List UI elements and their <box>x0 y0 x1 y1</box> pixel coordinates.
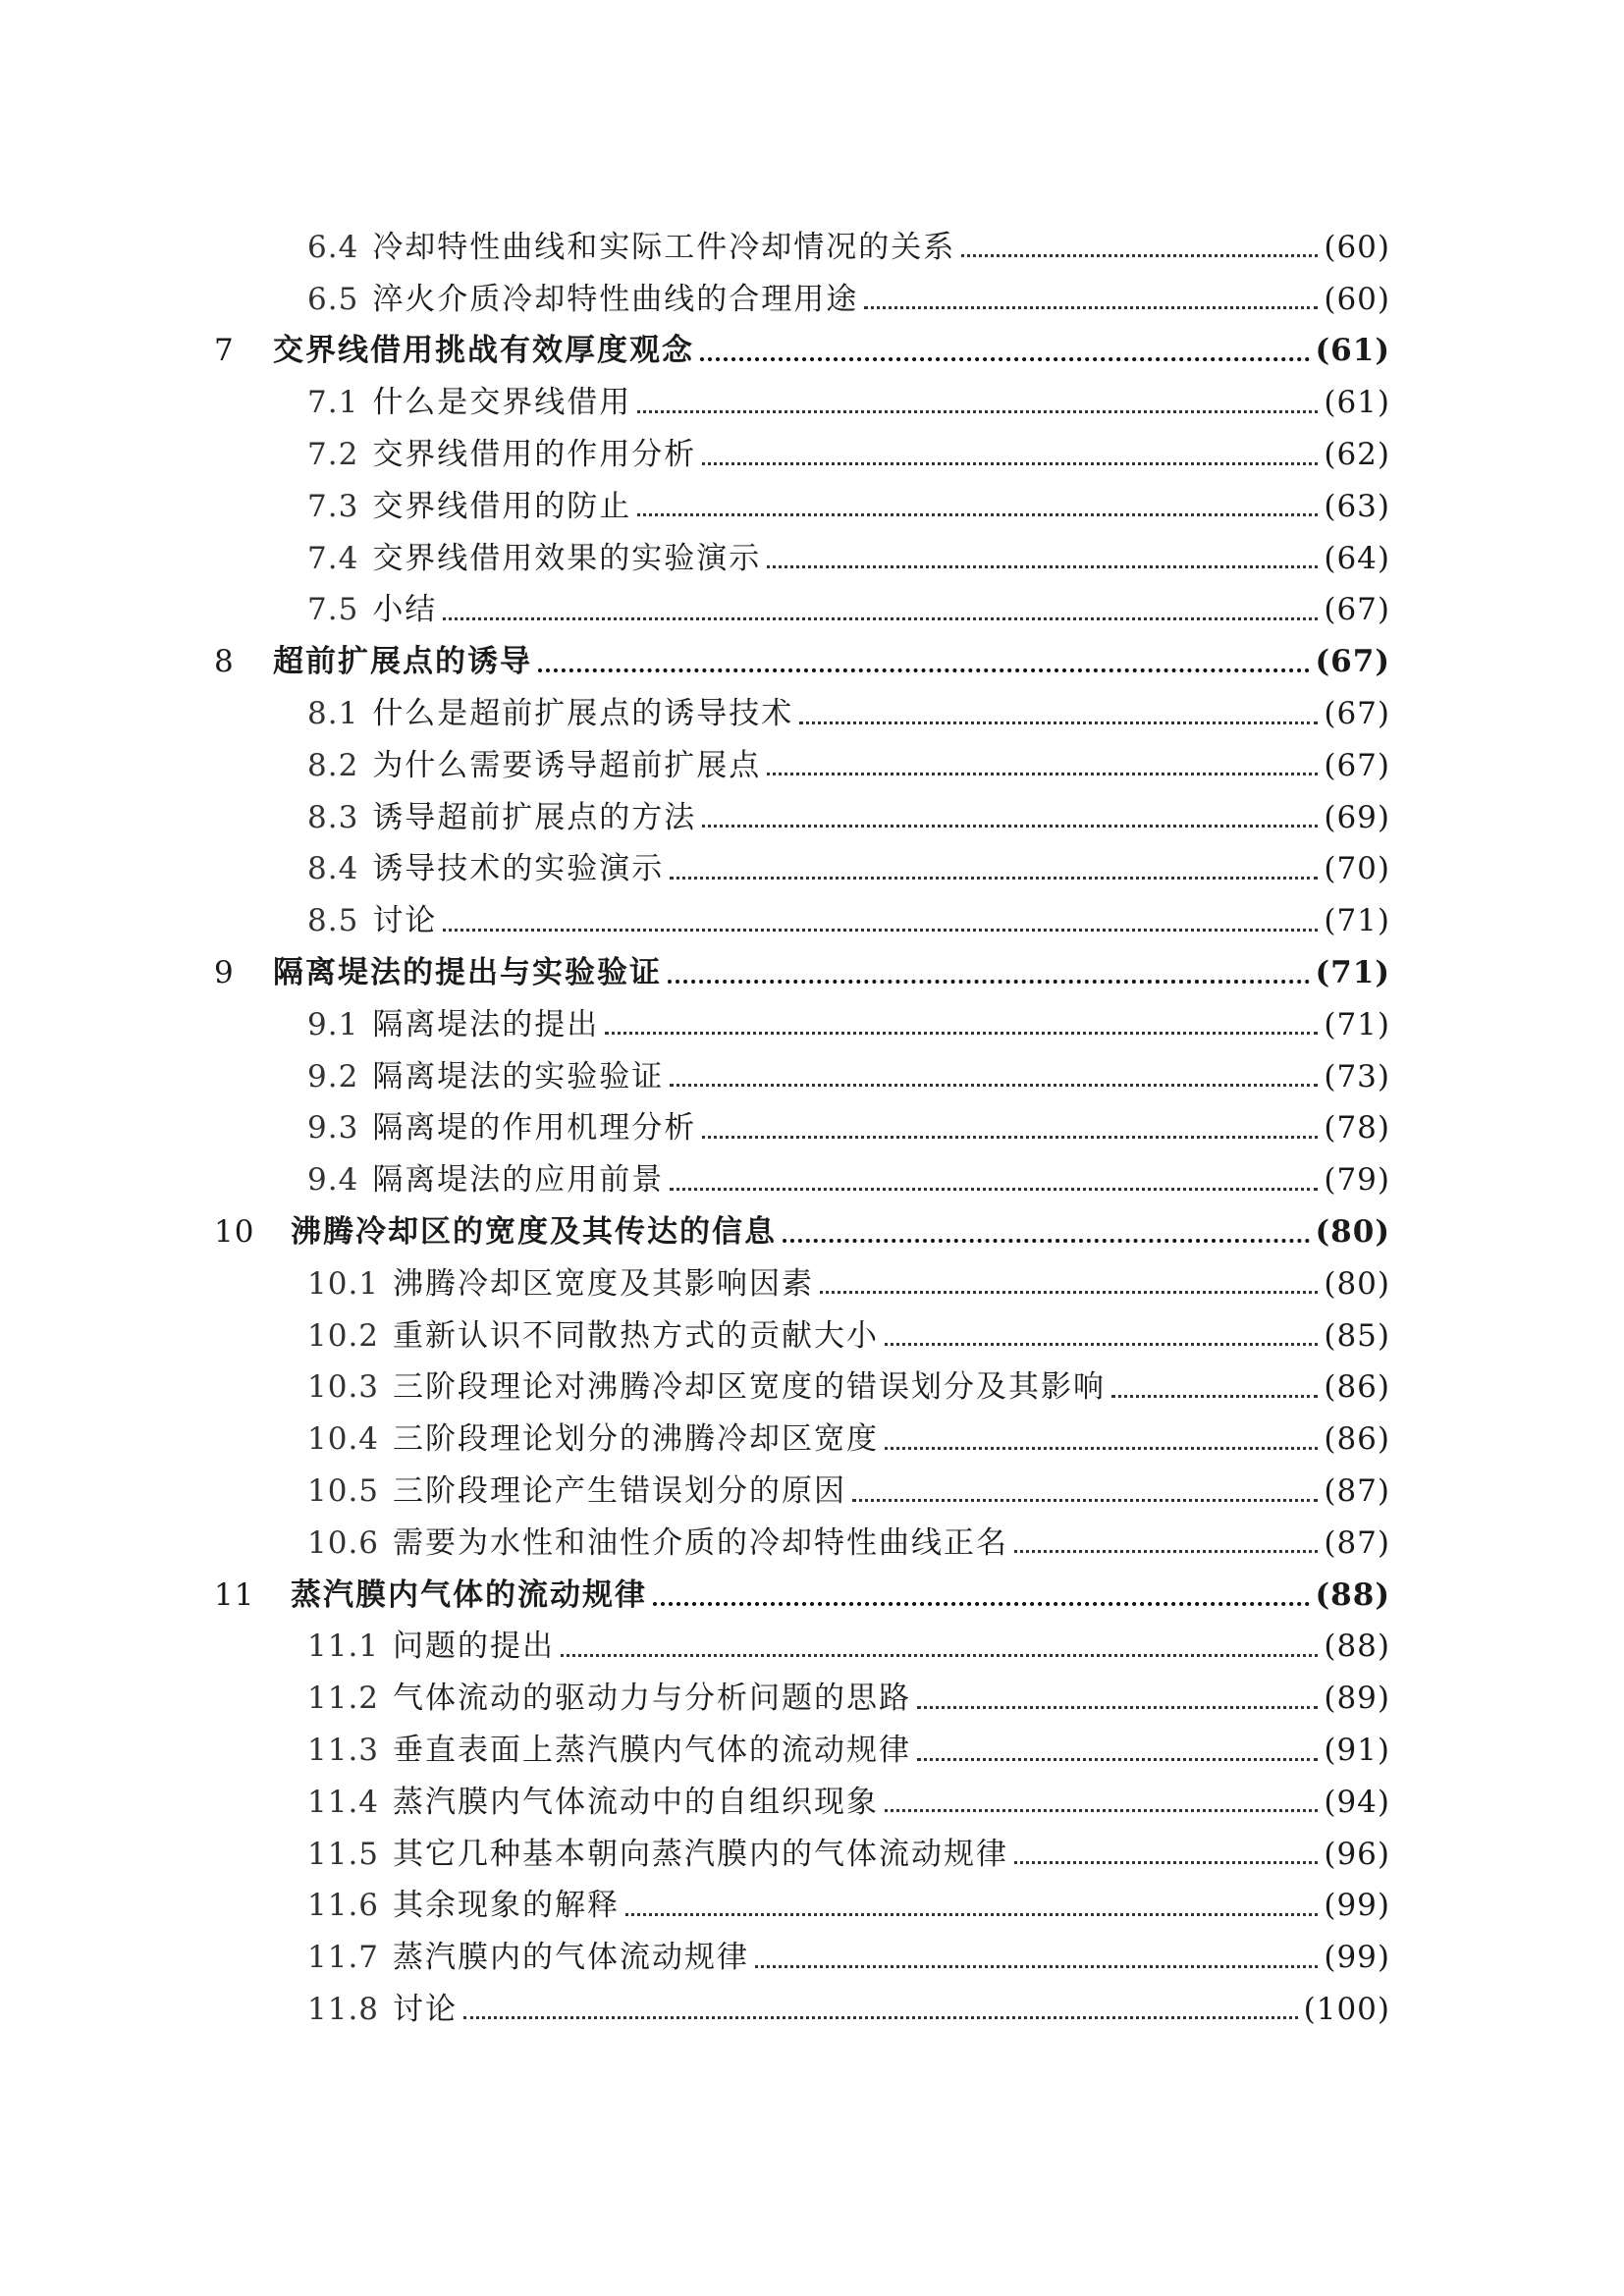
toc-entry-page-number: (64) <box>1324 540 1390 576</box>
toc-entry-number: 9.2 <box>307 1058 359 1095</box>
toc-entry-page-number: (100) <box>1303 1991 1390 2027</box>
toc-entry-number: 11.2 <box>307 1681 380 1717</box>
dot-leader <box>670 1187 1318 1191</box>
toc-entry-page-number: (91) <box>1324 1733 1390 1768</box>
toc-entry-page-number: (86) <box>1324 1369 1390 1406</box>
dot-leader <box>702 1135 1318 1139</box>
toc-entry-title: 为什么需要诱导超前扩展点 <box>372 747 762 783</box>
toc-entry-page-number: (78) <box>1324 1110 1390 1147</box>
dot-leader <box>605 1031 1318 1035</box>
toc-entry-page-number: (89) <box>1324 1681 1390 1717</box>
toc-entry-title: 气体流动的驱动力与分析问题的思路 <box>393 1681 912 1717</box>
toc-entry-page-number: (88) <box>1324 1629 1390 1665</box>
toc-entry-number: 8.1 <box>307 696 359 732</box>
toc-section-entry <box>0 792 1624 844</box>
toc-entry-number: 11.1 <box>307 1629 380 1665</box>
toc-entry-page-number: (80) <box>1315 1214 1390 1251</box>
toc-entry-number: 9.3 <box>307 1110 359 1147</box>
toc-section-entry <box>0 1310 1624 1362</box>
toc-section-entry <box>0 429 1624 481</box>
dot-leader <box>538 667 1310 672</box>
toc-section-entry <box>0 1258 1624 1310</box>
toc-chapter-entry <box>0 1206 1624 1258</box>
dot-leader <box>1014 1860 1318 1864</box>
toc-entry-title: 隔离堤法的提出 <box>372 1006 600 1042</box>
dot-leader <box>668 979 1310 984</box>
toc-section-entry <box>0 844 1624 896</box>
toc-section-entry <box>0 274 1624 326</box>
toc-entry-page-number: (88) <box>1315 1576 1390 1613</box>
toc-entry-title: 隔离堤的作用机理分析 <box>372 1110 697 1147</box>
toc-entry-number: 6.5 <box>307 281 359 317</box>
dot-leader <box>670 1083 1318 1087</box>
toc-entry-page-number: (67) <box>1324 592 1390 628</box>
dot-leader <box>561 1653 1318 1657</box>
toc-entry-number: 11.7 <box>307 1940 380 1976</box>
toc-section-entry <box>0 1154 1624 1206</box>
toc-entry-number: 9.4 <box>307 1162 359 1199</box>
dot-leader <box>637 512 1318 516</box>
toc-entry-page-number: (60) <box>1324 281 1390 317</box>
toc-section-entry <box>0 222 1624 274</box>
dot-leader <box>702 824 1318 828</box>
toc-entry-title: 沸腾冷却区宽度及其影响因素 <box>393 1265 815 1302</box>
toc-entry-title: 重新认识不同散热方式的贡献大小 <box>393 1317 880 1354</box>
toc-entry-page-number: (71) <box>1324 1006 1390 1042</box>
toc-entry-title: 垂直表面上蒸汽膜内气体的流动规律 <box>393 1733 912 1768</box>
toc-entry-title: 诱导技术的实验演示 <box>372 851 665 887</box>
dot-leader <box>961 253 1318 257</box>
toc-entry-number: 9 <box>214 955 235 991</box>
toc-entry-title: 超前扩展点的诱导 <box>273 644 532 680</box>
toc-entry-title: 三阶段理论划分的沸腾冷却区宽度 <box>393 1421 880 1458</box>
toc-entry-page-number: (99) <box>1324 1940 1390 1976</box>
toc-entry-title: 隔离堤法的应用前景 <box>372 1162 665 1199</box>
toc-entry-number: 10.5 <box>307 1473 380 1510</box>
toc-section-entry <box>0 1362 1624 1415</box>
toc-chapter-entry <box>0 326 1624 378</box>
toc-entry-number: 9.1 <box>307 1006 359 1042</box>
toc-entry-title: 交界线借用挑战有效厚度观念 <box>273 333 694 369</box>
toc-entry-number: 10.2 <box>307 1317 380 1354</box>
toc-entry-number: 10.4 <box>307 1421 380 1458</box>
toc-section-entry <box>0 688 1624 740</box>
toc-section-entry <box>0 1622 1624 1674</box>
toc-section-entry <box>0 481 1624 533</box>
toc-entry-title: 其余现象的解释 <box>393 1888 621 1924</box>
dot-leader <box>885 1446 1318 1450</box>
toc-entry-page-number: (67) <box>1324 696 1390 732</box>
toc-entry-number: 10.6 <box>307 1524 380 1561</box>
dot-leader <box>917 1757 1318 1761</box>
toc-entry-number: 8.5 <box>307 903 359 939</box>
toc-entry-number: 10.1 <box>307 1265 380 1302</box>
toc-entry-title: 交界线借用的防止 <box>372 488 632 524</box>
toc-entry-title: 沸腾冷却区的宽度及其传达的信息 <box>291 1214 777 1251</box>
toc-entry-page-number: (70) <box>1324 851 1390 887</box>
toc-section-entry <box>0 1881 1624 1933</box>
toc-entry-page-number: (61) <box>1324 385 1390 421</box>
toc-entry-number: 11 <box>214 1576 255 1613</box>
toc-entry-page-number: (80) <box>1324 1265 1390 1302</box>
toc-entry-number: 10 <box>214 1214 255 1251</box>
toc-entry-number: 7.5 <box>307 592 359 628</box>
toc-entry-number: 10.3 <box>307 1369 380 1406</box>
toc-entry-number: 11.5 <box>307 1836 380 1872</box>
toc-entry-page-number: (96) <box>1324 1836 1390 1872</box>
toc-section-entry <box>0 1673 1624 1725</box>
dot-leader <box>443 928 1318 932</box>
toc-section-entry <box>0 1103 1624 1155</box>
toc-entry-title: 讨论 <box>372 903 438 939</box>
dot-leader <box>917 1705 1318 1709</box>
toc-entry-number: 11.3 <box>307 1733 380 1768</box>
toc-chapter-entry <box>0 636 1624 688</box>
toc-section-entry <box>0 1518 1624 1570</box>
toc-entry-title: 三阶段理论对沸腾冷却区宽度的错误划分及其影响 <box>393 1369 1107 1406</box>
toc-entry-title: 淬火介质冷却特性曲线的合理用途 <box>372 281 859 317</box>
toc-chapter-entry <box>0 1570 1624 1622</box>
toc-section-entry <box>0 1777 1624 1829</box>
toc-entry-title: 交界线借用的作用分析 <box>372 437 697 473</box>
dot-leader <box>463 2015 1298 2019</box>
dot-leader <box>1014 1549 1318 1553</box>
toc-entry-page-number: (73) <box>1324 1058 1390 1095</box>
toc-section-entry <box>0 585 1624 637</box>
dot-leader <box>670 876 1318 880</box>
toc-section-entry <box>0 377 1624 429</box>
toc-entry-number: 11.8 <box>307 1991 380 2027</box>
toc-entry-title: 三阶段理论产生错误划分的原因 <box>393 1473 847 1510</box>
toc-entry-page-number: (71) <box>1324 903 1390 939</box>
toc-entry-page-number: (94) <box>1324 1784 1390 1820</box>
toc-section-entry <box>0 1051 1624 1103</box>
toc-section-entry <box>0 533 1624 585</box>
dot-leader <box>885 1808 1318 1812</box>
toc-entry-title: 隔离堤法的提出与实验验证 <box>273 955 662 991</box>
toc-entry-page-number: (71) <box>1315 955 1390 991</box>
toc-entry-page-number: (69) <box>1324 799 1390 835</box>
dot-leader <box>820 1290 1318 1294</box>
toc-section-entry <box>0 999 1624 1051</box>
toc-section-entry <box>0 1725 1624 1777</box>
toc-entry-title: 蒸汽膜内的气体流动规律 <box>393 1940 750 1976</box>
toc-entry-title: 隔离堤法的实验验证 <box>372 1058 665 1095</box>
toc-section-entry <box>0 1466 1624 1518</box>
dot-leader <box>783 1238 1310 1243</box>
dot-leader <box>702 461 1318 465</box>
toc-section-entry <box>0 1932 1624 1984</box>
toc-entry-page-number: (86) <box>1324 1421 1390 1458</box>
toc-section-entry <box>0 740 1624 792</box>
dot-leader <box>653 1601 1310 1606</box>
toc-entry-title: 什么是交界线借用 <box>372 385 632 421</box>
toc-entry-number: 8 <box>214 644 235 680</box>
toc-section-entry <box>0 1414 1624 1466</box>
toc-entry-page-number: (67) <box>1324 747 1390 783</box>
dot-leader <box>767 564 1318 568</box>
toc-entry-number: 8.3 <box>307 799 359 835</box>
toc-entry-number: 7.4 <box>307 540 359 576</box>
toc-entry-title: 交界线借用效果的实验演示 <box>372 540 762 576</box>
toc-entry-title: 什么是超前扩展点的诱导技术 <box>372 696 794 732</box>
toc-entry-page-number: (63) <box>1324 488 1390 524</box>
toc-entry-number: 8.2 <box>307 747 359 783</box>
toc-entry-page-number: (62) <box>1324 437 1390 473</box>
table-of-contents <box>0 222 1624 2036</box>
toc-entry-page-number: (85) <box>1324 1317 1390 1354</box>
dot-leader <box>1111 1394 1318 1398</box>
toc-entry-page-number: (87) <box>1324 1473 1390 1510</box>
toc-entry-page-number: (60) <box>1324 229 1390 265</box>
toc-entry-number: 8.4 <box>307 851 359 887</box>
dot-leader <box>625 1912 1318 1916</box>
toc-section-entry <box>0 1829 1624 1881</box>
dot-leader <box>700 356 1310 361</box>
toc-entry-page-number: (67) <box>1315 644 1390 680</box>
dot-leader <box>637 409 1318 413</box>
toc-section-entry <box>0 1984 1624 2036</box>
toc-section-entry <box>0 895 1624 947</box>
dot-leader <box>852 1498 1318 1502</box>
toc-entry-title: 讨论 <box>393 1991 459 2027</box>
toc-entry-title: 需要为水性和油性介质的冷却特性曲线正名 <box>393 1524 1009 1561</box>
toc-chapter-entry <box>0 947 1624 999</box>
toc-entry-number: 6.4 <box>307 229 359 265</box>
toc-entry-title: 其它几种基本朝向蒸汽膜内的气体流动规律 <box>393 1836 1009 1872</box>
dot-leader <box>799 721 1318 724</box>
toc-entry-number: 11.6 <box>307 1888 380 1924</box>
toc-entry-number: 7.2 <box>307 437 359 473</box>
dot-leader <box>885 1342 1318 1346</box>
toc-entry-number: 11.4 <box>307 1784 380 1820</box>
toc-entry-title: 冷却特性曲线和实际工件冷却情况的关系 <box>372 229 956 265</box>
toc-entry-title: 蒸汽膜内气体的流动规律 <box>291 1576 647 1613</box>
toc-entry-number: 7.3 <box>307 488 359 524</box>
dot-leader <box>755 1964 1318 1968</box>
toc-entry-title: 小结 <box>372 592 438 628</box>
toc-entry-title: 蒸汽膜内气体流动中的自组织现象 <box>393 1784 880 1820</box>
toc-entry-title: 诱导超前扩展点的方法 <box>372 799 697 835</box>
toc-entry-page-number: (99) <box>1324 1888 1390 1924</box>
dot-leader <box>864 305 1318 309</box>
dot-leader <box>443 616 1318 620</box>
toc-entry-number: 7 <box>214 333 235 369</box>
toc-entry-title: 问题的提出 <box>393 1629 556 1665</box>
toc-entry-page-number: (61) <box>1315 333 1390 369</box>
dot-leader <box>767 772 1318 775</box>
toc-entry-page-number: (87) <box>1324 1524 1390 1561</box>
toc-entry-number: 7.1 <box>307 385 359 421</box>
toc-entry-page-number: (79) <box>1324 1162 1390 1199</box>
